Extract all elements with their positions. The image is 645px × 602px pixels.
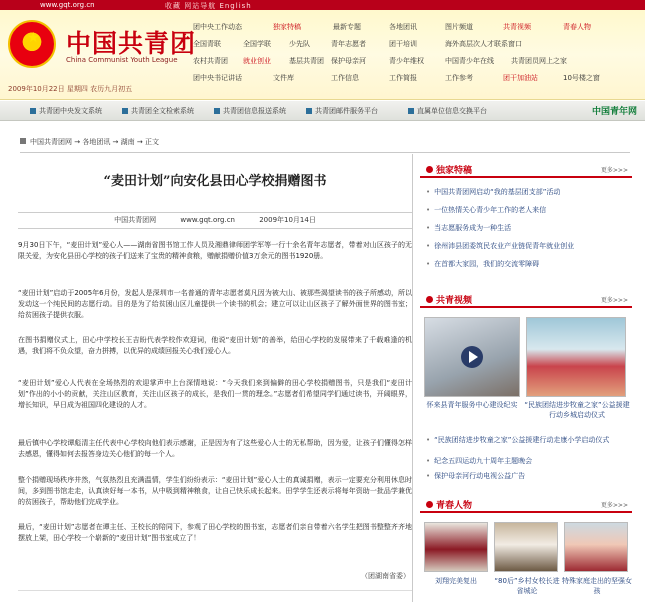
person-photo[interactable] bbox=[494, 522, 558, 572]
nav-link[interactable]: 青年志愿者 bbox=[331, 40, 366, 48]
article-paragraph: 最后镇中心学校谭彪清主任代表中心学校向他们表示感谢，正是因为有了这些爱心人士的无私帮助，因为爱，让孩子们懂得怎样去感恩，懂得如何去报答身边关心他们的每一个人。 bbox=[18, 439, 412, 458]
main-nav bbox=[193, 22, 633, 90]
article-paragraph: 在图书捐赠仪式上，田心中学校长王吉盼代表学校作欢迎词，他说“麦田计划”的善举，给田心学校的发展带来了千载难逢的机遇，我们将不负众望，奋力拼搏，以优异的成绩回报关心我们爱心人。 bbox=[18, 336, 412, 355]
top-links[interactable]: 收藏 网站导航 English bbox=[165, 2, 252, 10]
square-icon bbox=[30, 108, 36, 114]
bullet-icon bbox=[426, 296, 433, 303]
nav-row-2 bbox=[193, 39, 633, 56]
feature-section-header bbox=[420, 160, 632, 178]
list-item[interactable]: • 徐州沛县团委筑民农业产业链促青年就业创业 bbox=[426, 241, 632, 251]
nav-link[interactable]: 最新专题 bbox=[333, 23, 361, 31]
nav-link[interactable]: 就业创业 bbox=[243, 57, 271, 65]
list-item[interactable]: • 一位热情关心青少年工作的老人来信 bbox=[426, 205, 632, 215]
nav-link[interactable]: 文件库 bbox=[273, 74, 294, 82]
square-icon bbox=[20, 138, 26, 144]
more-link[interactable]: 更多>>> bbox=[600, 167, 628, 174]
site-url[interactable]: www.gqt.org.cn bbox=[40, 1, 95, 9]
list-item[interactable]: • 当志愿服务成为一种生活 bbox=[426, 223, 632, 233]
play-icon[interactable] bbox=[461, 346, 483, 368]
bullet-icon bbox=[426, 501, 433, 508]
person-photo[interactable] bbox=[564, 522, 628, 572]
video-caption[interactable]: “民族团结进步牧童之家”公益援建行动乡城启动仪式 bbox=[524, 401, 630, 419]
people-title: 青春人物 bbox=[436, 501, 473, 511]
list-item[interactable]: • 保护母亲河行动电视公益广告 bbox=[426, 471, 632, 481]
system-bar bbox=[0, 101, 645, 121]
article-paragraph: 最后，“麦田计划”志愿者在谭主任、王校长的陪同下，参观了田心学校的图书室，志愿者们亲自带着六名学生把图书整整齐齐地摆放上架，田心学校一个崭新的“麦田计划”图书室成立了！ bbox=[18, 523, 412, 542]
article bbox=[18, 160, 412, 602]
person-caption[interactable]: 特殊家庭走出的坚强女孩 bbox=[562, 577, 632, 595]
nav-link[interactable]: 共青视频 bbox=[503, 23, 531, 31]
nav-link[interactable]: 工作信息 bbox=[331, 74, 359, 82]
system-link[interactable]: 共青团邮件服务平台 bbox=[306, 106, 378, 116]
nav-link[interactable]: 青少年维权 bbox=[389, 57, 424, 65]
nav-link[interactable]: 共青团员网上之家 bbox=[511, 57, 567, 65]
person-caption[interactable]: “80后”乡村女校长进省城论 bbox=[494, 577, 560, 595]
list-item[interactable]: • 纪念五四运动九十周年主题晚会 bbox=[426, 456, 632, 466]
nav-link[interactable]: 少先队 bbox=[289, 40, 310, 48]
list-item[interactable]: • 中国共青团网启动“我的基层团支部”活动 bbox=[426, 187, 632, 197]
nav-link[interactable]: 海外高层次人才联系窗口 bbox=[445, 40, 522, 48]
bullet-icon bbox=[426, 166, 433, 173]
square-icon bbox=[306, 108, 312, 114]
article-paragraph: “麦田计划”启动于2005年6月份，发起人是深圳市一名普通的青年志愿者莫凡因为被大山、被那些渴望读书的孩子所感动，所以发动这一个纯民间的志愿行动。目的是为了给贫困山区儿童提供一个读书的机会；建立可以让山区孩子了解外面世界的图书室；给贫困孩子提供衣服。 bbox=[18, 289, 412, 319]
feature-title: 独家特稿 bbox=[436, 166, 473, 176]
nav-link[interactable]: 工作参考 bbox=[445, 74, 473, 82]
nav-link[interactable]: 团干加油站 bbox=[503, 74, 538, 82]
nav-link[interactable]: 10号楼之窗 bbox=[563, 74, 600, 82]
nav-link[interactable]: 图片频道 bbox=[445, 23, 473, 31]
current-date: 2009年10月22日 星期四 农历九月初五 bbox=[8, 85, 133, 93]
system-link[interactable]: 直属单位信息交换平台 bbox=[408, 106, 487, 116]
article-paragraph: “麦田计划”爱心人代表在全场热烈的欢迎掌声中上台深情地说：“今天我们来到偏僻的田心学校捐赠图书，只是我们“麦田计划”作出的小小的贡献，关注山区教育，关注山区孩子的成长，是我们一贯的理念。”志愿者们希望同学们通过读书，开阔眼界，增长知识，早日成为祖国四化建设的人才。 bbox=[18, 379, 412, 409]
divider bbox=[18, 590, 412, 591]
square-icon bbox=[122, 108, 128, 114]
nav-link[interactable]: 基层共青团 bbox=[289, 57, 324, 65]
article-source: （团湖南省委） bbox=[361, 572, 410, 580]
system-link[interactable]: 共青团信息报送系统 bbox=[214, 106, 286, 116]
video-thumbnail[interactable] bbox=[424, 317, 520, 397]
person-caption[interactable]: 刘翔完美复出 bbox=[435, 577, 477, 585]
nav-row-1 bbox=[193, 22, 633, 39]
top-bar bbox=[0, 0, 645, 10]
video-section-header bbox=[420, 290, 632, 308]
nav-link[interactable]: 团中央书记讲话 bbox=[193, 74, 242, 82]
list-item[interactable]: • 在首都大家园，我们的交流零障碍 bbox=[426, 259, 632, 269]
article-paragraph: 整个捐赠现场秩序井然，气氛热烈且充满温情，学生们纷纷表示：“麦田计划”爱心人士的真诚捐赠，表示一定要充分利用休息时间，多到图书馆走走，认真读好每一本书，从中吸到精神粮食，让自己快乐成长起来。田学学生还表示将每年资助一批品学兼优的贫困孩子，帮助他们完成学业。 bbox=[18, 476, 412, 506]
nav-link[interactable]: 团干培训 bbox=[389, 40, 417, 48]
nav-row-4 bbox=[193, 73, 633, 90]
system-link[interactable]: 共青团中央发文系统 bbox=[30, 106, 102, 116]
nav-row-3 bbox=[193, 56, 633, 73]
person-photo[interactable] bbox=[424, 522, 488, 572]
square-icon bbox=[408, 108, 414, 114]
video-caption[interactable]: 怀来县青年服务中心建设纪实 bbox=[426, 401, 518, 409]
article-meta: 中国共青团网 www.gqt.org.cn 2009年10月14日 bbox=[114, 216, 316, 224]
people-section-header bbox=[420, 495, 632, 513]
nav-link[interactable]: 全国青联 bbox=[193, 40, 221, 48]
nav-link[interactable]: 工作简报 bbox=[389, 74, 417, 82]
site-brand[interactable]: 中国共青团 bbox=[66, 29, 197, 58]
nav-link[interactable]: 青春人物 bbox=[563, 23, 591, 31]
article-title: “麦田计划”向安化县田心学校捐赠图书 bbox=[103, 174, 327, 189]
nav-link[interactable]: 农村共青团 bbox=[193, 57, 228, 65]
nav-link[interactable]: 团中央工作动态 bbox=[193, 23, 242, 31]
nav-link[interactable]: 全国学联 bbox=[243, 40, 271, 48]
breadcrumb[interactable]: 中国共青团网 → 各地团讯 → 湖南 → 正文 bbox=[20, 137, 159, 147]
nav-link[interactable]: 中国青少年在线 bbox=[445, 57, 494, 65]
system-link[interactable]: 共青团全文检索系统 bbox=[122, 106, 194, 116]
china-youth-link[interactable]: 中国青年网 bbox=[591, 107, 637, 117]
video-thumbnail[interactable] bbox=[526, 317, 626, 397]
nav-link[interactable]: 各地团讯 bbox=[389, 23, 417, 31]
divider bbox=[20, 152, 630, 153]
list-item[interactable]: • “民族团结进步牧童之家”公益援建行动走康小学启动仪式 bbox=[426, 436, 632, 454]
column-divider bbox=[412, 154, 413, 602]
site-header bbox=[0, 0, 645, 100]
league-emblem-icon[interactable]: ★ bbox=[8, 20, 56, 68]
site-brand-english: China Communist Youth League bbox=[66, 56, 178, 64]
nav-link[interactable]: 保护母亲河 bbox=[331, 57, 366, 65]
video-title: 共青视频 bbox=[436, 296, 473, 306]
divider bbox=[18, 228, 412, 229]
nav-link[interactable]: 独家特稿 bbox=[273, 23, 301, 31]
square-icon bbox=[214, 108, 220, 114]
divider bbox=[18, 212, 412, 213]
more-link[interactable]: 更多>>> bbox=[600, 502, 628, 509]
article-paragraph: 9月30日下午，“麦田计划”爱心人——湖南省图书馆工作人员及湘鼎律师团学军等一行十余名青年志愿者，带着对山区孩子的无限关爱，为安化县田心学校的孩子们送来了宝贵的精神食粮，赠献捐赠价值3万余元的图书1920册。 bbox=[18, 241, 412, 260]
more-link[interactable]: 更多>>> bbox=[600, 297, 628, 304]
